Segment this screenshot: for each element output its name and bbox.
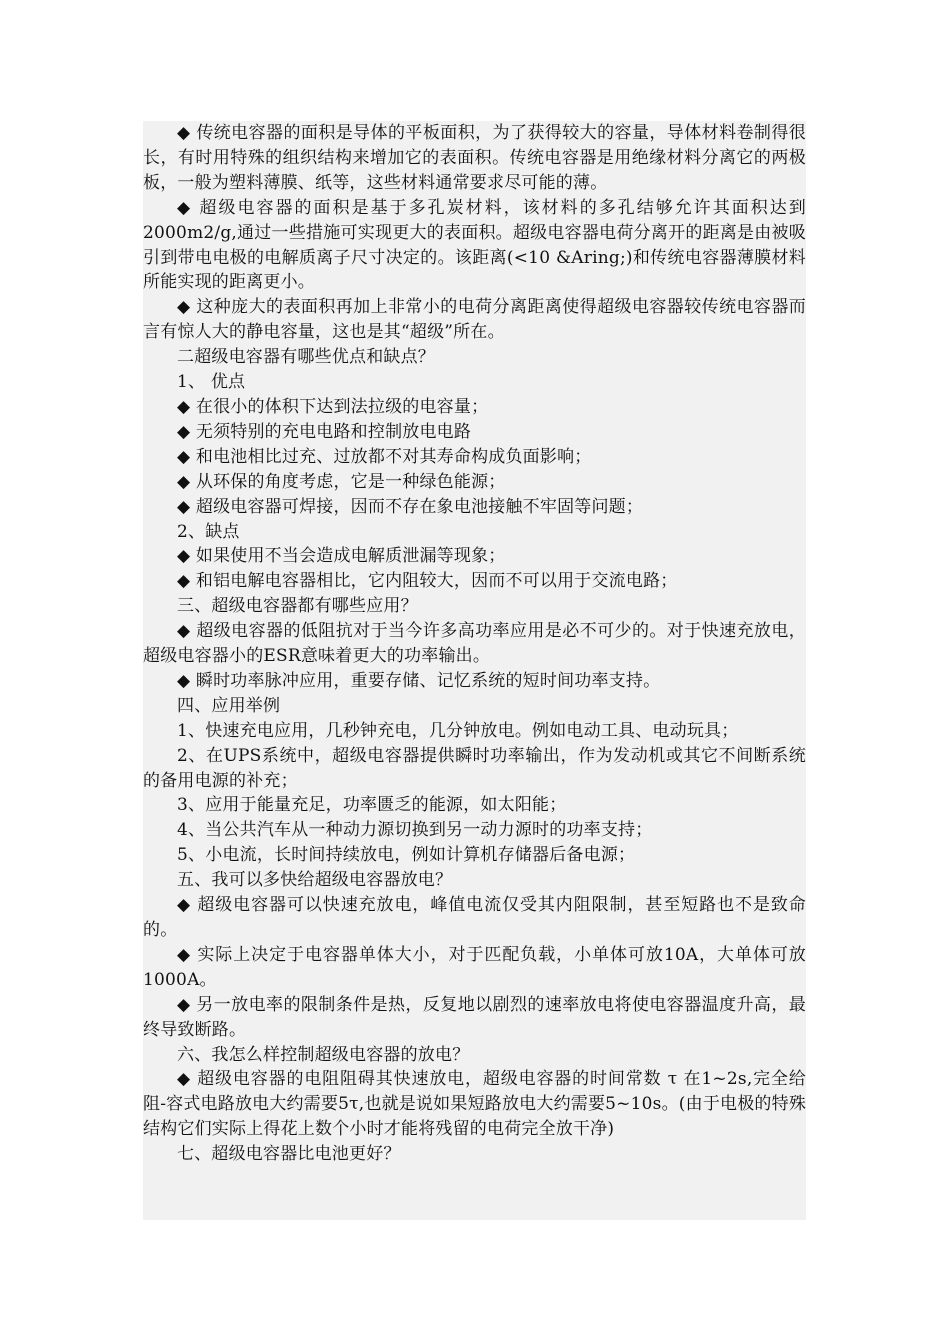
section-heading: 四、应用举例	[177, 695, 281, 716]
article-body	[143, 121, 806, 1220]
bullet-item: ◆ 从环保的角度考虑，它是一种绿色能源；	[177, 471, 506, 492]
bullet-item: ◆ 瞬时功率脉冲应用，重要存储、记忆系统的短时间功率支持。	[177, 670, 661, 691]
bullet-item: ◆ 超级电容器的电阻阻碍其快速放电，超级电容器的时间常数 τ 在1~2s,完全给阻-容式电路放电大约需要5τ,也就是说如果短路放电大约需要5~10s。(由于电极的特殊结构它们实际上得花上数个小时才能将残留的电荷完全放干净)	[143, 1069, 807, 1140]
bullet-item: ◆ 实际上决定于电容器单体大小，对于匹配负载，小单体可放10A，大单体可放1000A。	[143, 944, 806, 990]
subsection-heading: 1、 优点	[177, 372, 246, 393]
bullet-item: ◆ 超级电容器可以快速充放电，峰值电流仅受其内阻限制，甚至短路也不是致命的。	[143, 895, 806, 940]
subsection-heading: 2、缺点	[177, 521, 240, 542]
bullet-item: ◆ 和铝电解电容器相比，它内阻较大，因而不可以用于交流电路；	[177, 571, 678, 592]
bullet-item: ◆ 如果使用不当会造成电解质泄漏等现象；	[177, 546, 506, 567]
bullet-item: ◆ 另一放电率的限制条件是热，反复地以剧烈的速率放电将使电容器温度升高，最终导致断路。	[143, 994, 806, 1040]
section-heading: 二超级电容器有哪些优点和缺点？	[177, 347, 435, 368]
paragraph: ◆ 传统电容器的面积是导体的平板面积，为了获得较大的容量，导体材料卷制得很长，有时用特殊的组织结构来增加它的表面积。传统电容器是用绝缘材料分离它的两极板，一般为塑料薄膜、纸等，这些材料通常要求尽可能的薄。	[143, 123, 806, 193]
bullet-item: ◆ 超级电容器可焊接，因而不存在象电池接触不牢固等问题；	[177, 496, 644, 517]
numbered-item: 2、在UPS系统中，超级电容器提供瞬时功率输出，作为发动机或其它不间断系统的备用电源的补充；	[143, 745, 806, 791]
section-heading: 七、超级电容器比电池更好？	[177, 1144, 401, 1165]
bullet-item: ◆ 和电池相比过充、过放都不对其寿命构成负面影响；	[177, 446, 592, 467]
bullet-item: ◆ 超级电容器的低阻抗对于当今许多高功率应用是必不可少的。对于快速充放电，超级电容器小的ESR意味着更大的功率输出。	[143, 621, 806, 667]
paragraph: ◆ 这种庞大的表面积再加上非常小的电荷分离距离使得超级电容器较传统电容器而言有惊人大的静电容量，这也是其“超级”所在。	[143, 297, 806, 343]
numbered-item: 5、小电流，长时间持续放电，例如计算机存储器后备电源；	[177, 845, 636, 866]
numbered-item: 3、应用于能量充足，功率匮乏的能源，如太阳能；	[177, 795, 567, 816]
section-heading: 六、我怎么样控制超级电容器的放电？	[177, 1044, 470, 1065]
section-heading: 五、我可以多快给超级电容器放电？	[177, 870, 453, 891]
numbered-item: 1、快速充电应用，几秒钟充电，几分钟放电。例如电动工具、电动玩具；	[177, 720, 739, 741]
bullet-item: ◆ 在很小的体积下达到法拉级的电容量；	[177, 396, 489, 417]
numbered-item: 4、当公共汽车从一种动力源切换到另一动力源时的功率支持；	[177, 820, 653, 841]
paragraph: ◆ 超级电容器的面积是基于多孔炭材料，该材料的多孔结够允许其面积达到2000m2/g,通过一些措施可实现更大的表面积。超级电容器电荷分离开的距离是由被吸引到带电电极的电解质离子尺寸决定的。该距离(<10 &Aring;)和传统电容器薄膜材料所能实现的距离更小。	[143, 197, 806, 293]
section-heading: 三、超级电容器都有哪些应用？	[177, 596, 418, 617]
bullet-item: ◆ 无须特别的充电电路和控制放电电路	[177, 421, 472, 442]
